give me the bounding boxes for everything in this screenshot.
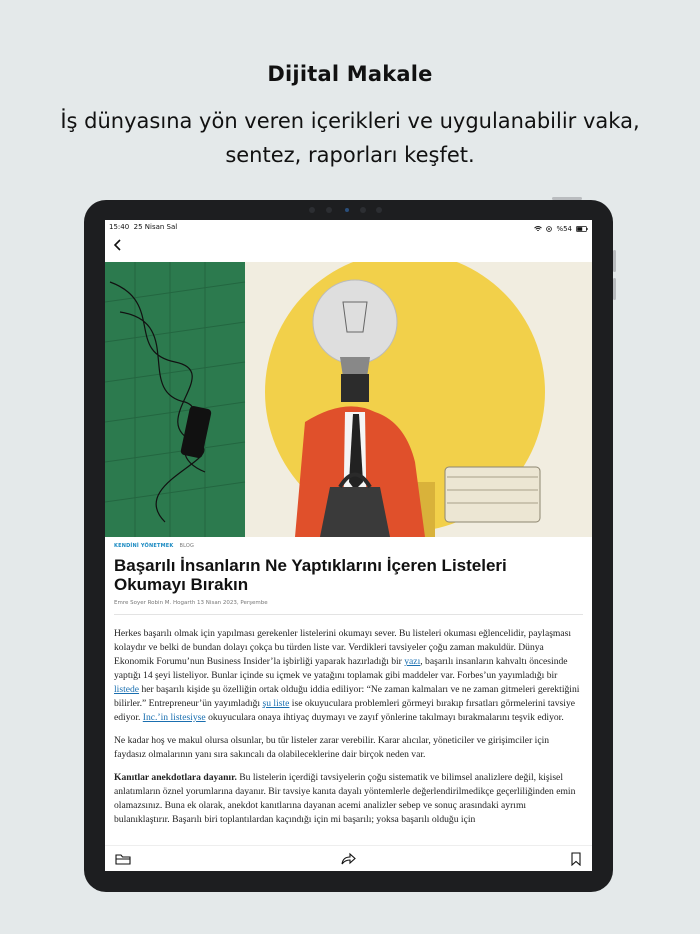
p1-text: Herkes başarılı olmak için yapılması gerekenler listelerini okumayı sever. Bu listeleri okuması eğlencelidir, paylaşması kolaydır ve belki de bundan dolayı çokça bu türden liste var. Verdikleri tavsiyeler çoğu zaman makuldür. Dünya Ekonomik Forumu’nun Business Insider’la işbirliği yaparak hazırladığı bir bbox=[114, 628, 572, 667]
article-tags bbox=[114, 543, 583, 549]
p1-text: her başarılı kişide şu özelliğin ortak olduğu iddia ediliyor: “Ne zaman kalmaları ve ne zaman gitmeleri gerektiğini bilirler.” Entrepreneur’ün yayımladığı bbox=[114, 684, 580, 709]
camera-icon bbox=[345, 208, 349, 212]
wifi-icon bbox=[534, 226, 542, 232]
bookmark-icon[interactable] bbox=[568, 852, 584, 866]
sensor-dot bbox=[376, 207, 382, 213]
status-right bbox=[534, 223, 588, 234]
type-tag: BLOG bbox=[179, 543, 195, 549]
sensor-dot bbox=[326, 207, 332, 213]
p3-lead: Kanıtlar anekdotlara dayanır. bbox=[114, 772, 237, 783]
status-left bbox=[109, 223, 177, 234]
status-bar bbox=[105, 220, 592, 234]
p3-text: Bu listelerin içerdiği tavsiyelerin çoğu sistematik ve bilimsel analizlere değil, kişisel anlatımların öznel yorumlarına dayanır. Bir tavsiye kanıta dayalı yöntemlerle değerlendirilmedikçe geçerliliğinden emin olamazsınız. Buna ek olarak, anekdot kanıtlarına dayanan acemi analizler sebep ve sonuç arasındaki ayrımı bulanıklaştırır. Başarılı biri toplantılardan kaçındığı için mi başarılı; yoksa başarılı olduğu için bbox=[114, 772, 576, 825]
article-byline: Emre Soyer Robin M. Hogarth 13 Nisan 2023, Perşembe bbox=[114, 600, 268, 606]
p1-text: ise okuyuculara problemleri görmeyi bırakıp fırsatları görmelerini tavsiye ediyor. bbox=[114, 698, 575, 723]
chevron-left-icon[interactable] bbox=[111, 238, 125, 252]
article bbox=[114, 543, 583, 836]
paragraph-2: Ne kadar hoş ve makul olursa olsunlar, bu tür listeler zarar verebilir. Karar alıcılar, yöneticiler ve girişimciler için faydasız olmalarının yanı sıra sakıncalı da olabileceklerine dair birçok neden var. bbox=[114, 735, 550, 760]
status-time: 15:40 bbox=[109, 223, 130, 231]
app-screen bbox=[105, 220, 592, 871]
tablet-volume-up-button bbox=[613, 250, 616, 272]
status-date: 25 Nisan Sal bbox=[133, 223, 178, 231]
divider bbox=[114, 614, 583, 615]
category-tag[interactable]: KENDİNİ YÖNETMEK bbox=[114, 543, 174, 549]
link-listede[interactable]: listede bbox=[114, 684, 140, 695]
at-icon bbox=[546, 226, 552, 232]
link-inc-listesi[interactable]: Inc.’in listesiyse bbox=[142, 712, 206, 723]
p1-text: , başarılı insanların kahvaltı öncesinde yaptığı 14 şeyi listeliyor. Bunlar içinde su içmek ve yatağını toplamak gibi maddeler var. Forbes’un yayımladığı bir bbox=[114, 656, 568, 681]
sensor-dot bbox=[309, 207, 315, 213]
tablet-volume-down-button bbox=[613, 278, 616, 300]
article-body bbox=[114, 627, 583, 827]
hero-image bbox=[105, 262, 592, 537]
promo-subtitle: İş dünyasına yön veren içerikleri ve uygulanabilir vaka, sentez, raporları keşfet. bbox=[60, 109, 640, 167]
battery-percent: %54 bbox=[556, 224, 572, 233]
p1-text: okuyuculara onaya ihtiyaç duymayı ve zayıf yönlerine takılmayı bırakmalarını teşvik ediyor. bbox=[205, 712, 564, 723]
promo-title: Dijital Makale bbox=[267, 62, 433, 86]
share-icon[interactable] bbox=[340, 852, 356, 866]
link-yazi[interactable]: yazı bbox=[404, 656, 421, 667]
bottom-toolbar bbox=[105, 845, 592, 871]
link-su-liste[interactable]: şu liste bbox=[262, 698, 290, 709]
paragraph-3 bbox=[114, 771, 583, 827]
tablet-frame bbox=[84, 200, 613, 892]
paragraph-1 bbox=[114, 627, 583, 725]
folder-icon[interactable] bbox=[115, 852, 131, 866]
article-headline: Başarılı İnsanların Ne Yaptıklarını İçeren Listeleri Okumayı Bırakın bbox=[114, 556, 507, 594]
battery-icon bbox=[576, 226, 588, 232]
sensor-dot bbox=[360, 207, 366, 213]
